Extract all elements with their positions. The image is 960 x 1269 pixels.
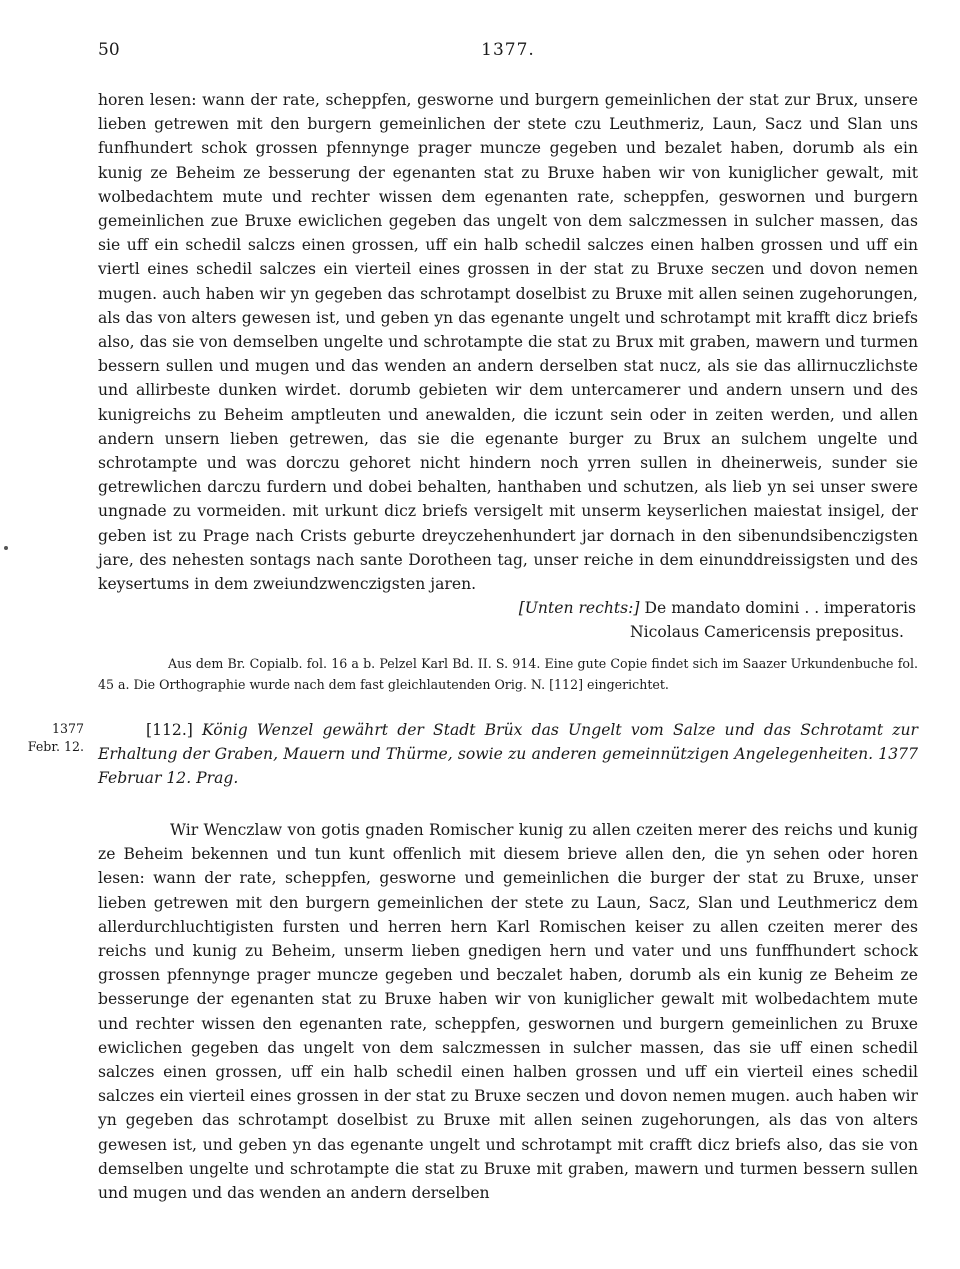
continued-document-text [98, 88, 918, 596]
subscription-position-note: [Unten rechts:] [518, 599, 640, 617]
charter-paragraph: Wir Wenczlaw von gotis gnaden Romischer kunig zu allen czeiten merer des reichs und kunig ze Beheim bekennen und tun kunt offenlich mit diesem brieve allen den, die yn sehen oder horen lesen: wann der rate, scheppfen, gesworne und gemeinlichen die burger der stat zu Bruxe, unser lieben getrewen mit den burgern gemeinlichen der stete zu Laun, Sacz, Slan und Leuthmericz dem allerdurchluchtigisten fursten und herren hern Karl Romischen keiser zu allen czeiten merer des reichs und kunig zu Beheim, unserm lieben gnedigen hern und vater und uns funffhundert schock grossen pfennynge prager muncze gegeben und beczalet haben, dorumb als ein kunig ze Beheim ze besserunge der egenanten stat zu Bruxe haben wir von kuniglicher gewalt mit wolbedachtem mute und rechter wissen den egenanten rate, scheppfen, geswornen und burgern gemeinlichen zu Bruxe ewiclichen gegeben das ungelt von dem salczmessen in sulcher massen, das sie uff einen schedil salczes einen grossen, uff ein halb schedil einen halben grossen und uff ein vierteil eines schedil salczes ein vierteil eines grossen in der stat zu Bruxe seczen und dovon nemen mugen. auch haben wir yn gegeben das schrotampt doselbist zu Bruxe mit allen seinen zugehorungen, als das von alters gewesen ist, und geben yn das egenante ungelt und schrotampt mit crafft dicz briefs also, das sie von demselben ungelte und schrotampte die stat zu Bruxe mit graben, mawern und turmen bessern sullen und mugen und das wenden an andern derselben [98, 821, 918, 1203]
margin-year: 1377 [51, 721, 84, 736]
charter-text [98, 818, 918, 1205]
running-head [98, 40, 918, 64]
subscription-line-1 [98, 596, 918, 620]
regest-text: König Wenzel gewährt der Stadt Brüx das Ungelt vom Salze und das Schrotamt zur Erhaltung der Graben, Mauern und Thürme, sowie zu anderen gemeinnützigen Angelegenheiten. 1377 Februar 12. Prag. [98, 721, 918, 788]
running-title: 1377. [481, 40, 535, 60]
margin-dot [4, 546, 8, 550]
continued-paragraph: horen lesen: wann der rate, scheppfen, gesworne und burgern gemeinlichen der stat zur Brux, unsere lieben getrewen mit den burgern gemeinlichen der stete czu Leuthmeriz, Laun, Sacz und Slan uns funfhundert schok grossen pfennynge prager muncze gegeben und bezalet haben, dorumb als ein kunig ze Beheim ze besserung der egenanten stat zu Bruxe haben wir von kuniglicher gewalt, mit wolbedachtem mute und rechter wissen dem egenanten rate, scheppfen, geswornen und burgern gemeinlichen zue Bruxe ewiclichen gegeben das ungelt von dem salczmessen in sulcher massen, das sie uff ein schedil salczs einen grossen, uff ein halb schedil salczes einen halben grossen und uff ein viertl eines schedil salczes ein vierteil eines grossen in der stat zu Bruxe seczen und dovon nemen mugen. auch haben wir yn gegeben das schrotampt doselbist zu Bruxe mit allen seinen zugehorungen, als das von alters gewesen ist, und geben yn das egenante ungelt und schrotampt mit krafft dicz briefs also, das sie von demselben ungelte und schrotampte die stat zu Brux mit graben, mawern und turmen bessern sullen und mugen und das wenden an andern derselben stat nucz, als sie das allirnuczlichste und allirbeste dunken wirdet. dorumb gebieten wir dem untercamerer und andern unsern und des kunigreichs zu Beheim amptleuten und anewalden, die iczunt sein oder in zeiten werden, und allen andern unsern lieben getrewen, das sie die egenante burger zu Brux an sulchem ungelte und schrotampte und was dorczu gehoret nicht hindern noch yrren sullen in dheinerweis, sunder sie getrewlichen darczu furdern und dobei behalten, hanthaben und schutzen, als lieb yn sei unser swere ungnade zu vormeiden. mit urkunt dicz briefs versigelt mit unserm keyserlichen maiestat insigel, der geben ist zu Prage nach Crists geburte dreyczehenhundert jar dornach in den sibenundsibenczigsten jare, des nehesten sontags nach sante Dorotheen tag, unser reiche in dem einunddreissigsten und des keysertums in dem zweiundzwenczigsten jaren. [98, 91, 918, 594]
source-note: Aus dem Br. Copialb. fol. 16 a b. Pelzel Karl Bd. II. S. 914. Eine gute Copie findet sich im Saazer Urkundenbuche fol. 45 a. Die Orthographie wurde nach dem fast gleichlautenden Orig. N. [112] eingerichtet. [98, 656, 918, 692]
charter-regest [98, 718, 918, 791]
subscription-mandate: De mandato domini . . imperatoris [644, 599, 916, 617]
margin-day: Febr. 12. [27, 739, 84, 754]
subscription-line-2: Nicolaus Camericensis prepositus. [630, 623, 904, 642]
margin-date [14, 720, 84, 756]
charter-number: [112.] [146, 721, 193, 739]
chancery-subscription [98, 596, 918, 644]
page-number: 50 [98, 40, 120, 60]
